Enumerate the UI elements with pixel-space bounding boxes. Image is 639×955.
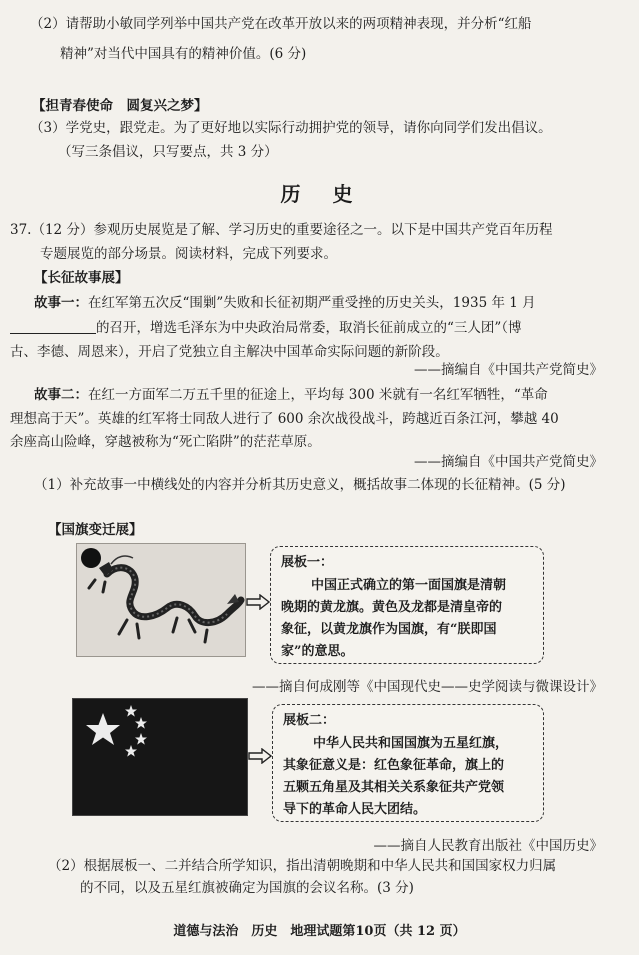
story2-source: ——摘编自《中国共产党简史》 xyxy=(414,454,603,470)
panel2-title: 展板二： xyxy=(283,713,336,728)
q3-line2: （写三条倡议，只写要点，共 3 分） xyxy=(58,144,278,160)
q3-line1: （3）学党史，跟党走。为了更好地以实际行动拥护党的领导，请你向同学们发出倡议。 xyxy=(30,120,552,136)
section-long-march: 【长征故事展】 xyxy=(34,270,129,286)
panel2-line3: 五颗五角星及其相关关系象征共产党领 xyxy=(283,780,505,795)
story1-label: 故事一： xyxy=(34,295,88,311)
story1-line3: 古、李德、周恩来），开启了党独立自主解决中国革命实际问题的新阶段。 xyxy=(10,344,449,360)
dragon-icon xyxy=(77,544,245,656)
section-flag: 【国旗变迁展】 xyxy=(48,522,143,538)
panel1-line3: 象征，以黄龙旗作为国旗，有“朕即国 xyxy=(281,622,497,637)
q37-intro-line1: 37.（12 分）参观历史展览是了解、学习历史的重要途径之一。以下是中国共产党百年历程 xyxy=(10,222,553,238)
panel2-line2: 其象征意义是：红色象征革命，旗上的 xyxy=(283,758,505,773)
arrow-right-icon xyxy=(248,748,272,764)
page-footer: 道德与法治 历史 地理试题第10页（共 12 页） xyxy=(173,924,466,939)
story2-line2: 理想高于天”。英雄的红军将士同敌人进行了 600 余次战役战斗，跨越近百条江河，攀越 40 xyxy=(10,411,559,427)
story1-text1: 在红军第五次反“围剿”失败和长征初期严重受挫的历史关头，1935 年 1 月 xyxy=(88,295,536,311)
story1-line2 xyxy=(10,318,522,338)
panel2-source: ——摘自人民教育出版社《中国历史》 xyxy=(373,838,603,854)
q37-intro-line2: 专题展览的部分场景。阅读材料，完成下列要求。 xyxy=(40,246,337,262)
story1-source: ——摘编自《中国共产党简史》 xyxy=(414,362,603,378)
section-youth-header: 【担青春使命 圆复兴之梦】 xyxy=(32,98,208,114)
five-star-red-flag-image xyxy=(72,698,248,816)
sub-question-2-line1: （2）根据展板一、二并结合所学知识，指出清朝晚期和中华人民共和国国家权力归属 xyxy=(48,858,557,874)
exhibit-panel-1 xyxy=(270,546,544,664)
q2-prev-line1: （2）请帮助小敏同学列举中国共产党在改革开放以来的两项精神表现，并分析“红船 xyxy=(30,16,532,32)
history-title: 历 史 xyxy=(280,182,359,206)
panel1-line1: 中国正式确立的第一面国旗是清朝 xyxy=(311,578,507,593)
story1-line1 xyxy=(34,293,536,313)
sub-question-2-line2: 的不同，以及五星红旗被确定为国旗的会议名称。(3 分) xyxy=(80,880,414,896)
panel2-line4: 导下的革命人民大团结。 xyxy=(283,802,427,817)
panel1-line2: 晚期的黄龙旗。黄色及龙都是清皇帝的 xyxy=(281,600,503,615)
panel1-title: 展板一： xyxy=(281,555,334,570)
panel2-line1: 中华人民共和国国旗为五星红旗， xyxy=(313,736,509,751)
answer-blank[interactable] xyxy=(10,319,96,334)
story2-label: 故事二： xyxy=(34,387,88,403)
panel1-line4: 家”的意思。 xyxy=(281,644,354,659)
arrow-right-icon xyxy=(246,594,270,610)
story1-text2: 的召开，增选毛泽东为中央政治局常委，取消长征前成立的“三人团”（博 xyxy=(96,320,522,336)
q2-prev-line2: 精神”对当代中国具有的精神价值。(6 分) xyxy=(60,46,307,62)
story2-line3: 余座高山险峰，穿越被称为“死亡陷阱”的茫茫草原。 xyxy=(10,434,321,450)
story2-line1 xyxy=(34,385,548,405)
story2-text1: 在红一方面军二万五千里的征途上，平均每 300 米就有一名红军牺牲，“革命 xyxy=(88,387,548,403)
panel1-source: ——摘自何成刚等《中国现代史——史学阅读与微课设计》 xyxy=(252,679,603,695)
sub-question-1: （1）补充故事一中横线处的内容并分析其历史意义，概括故事二体现的长征精神。(5 分) xyxy=(34,477,566,493)
exhibit-panel-2 xyxy=(272,704,544,822)
yellow-dragon-flag-image xyxy=(76,543,246,657)
five-stars-icon xyxy=(73,699,247,815)
